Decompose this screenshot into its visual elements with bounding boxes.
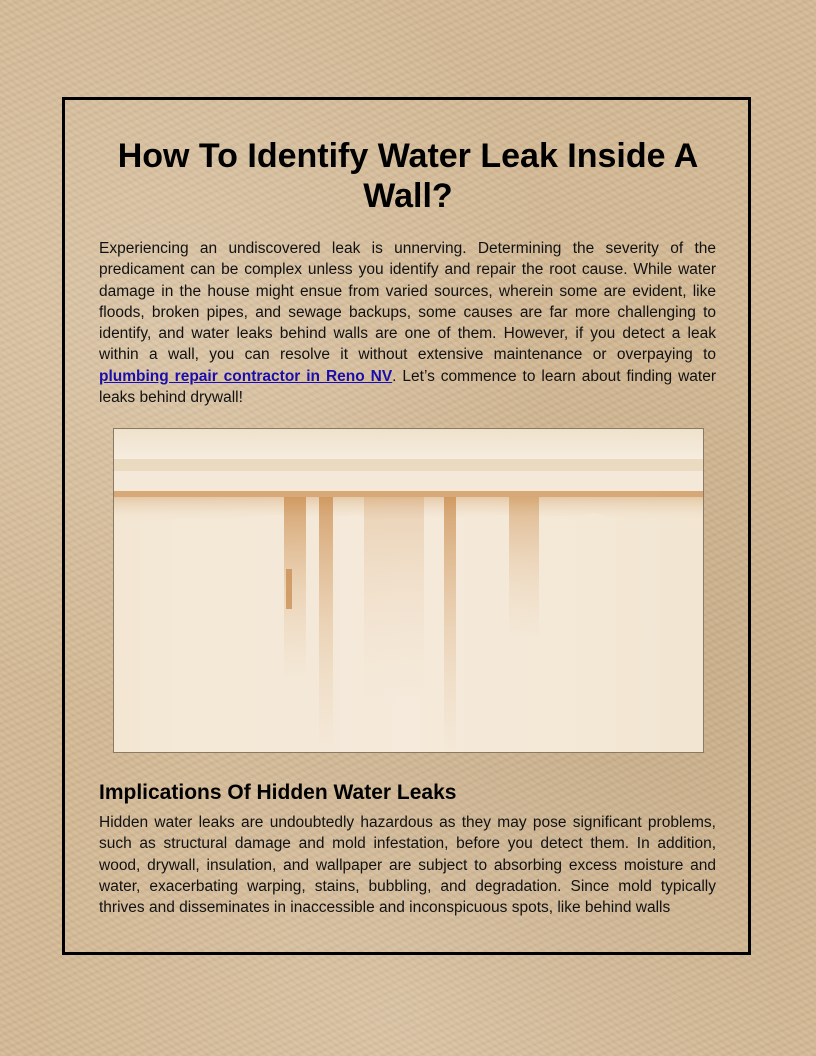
intro-text-before-link: Experiencing an undiscovered leak is unnerving. Determining the severity of the predicament can be complex unless you identify and repair the root cause. While water damage in the house might ensue from varied sources, wherein some are evident, like floods, broken pipes, and sewage backups, some causes are far more challenging to identify, and water leaks behind walls are one of them. However, if you detect a leak within a wall, you can resolve it without extensive maintenance or overpaying to (99, 240, 716, 364)
plumbing-repair-link[interactable]: plumbing repair contractor in Reno NV (99, 367, 393, 385)
intro-text-after-link: . Let’s commence to learn about finding water leaks behind drywall! (99, 367, 716, 407)
section-heading: Implications Of Hidden Water Leaks (99, 781, 457, 804)
section-paragraph: Hidden water leaks are undoubtedly hazardous as they may pose significant problems, such as structural damage and mold infestation, before you detect them. In addition, wood, drywall, insulation, and wallpaper are subject to absorbing excess moisture and water, exacerbating warping, stains, bubbling, and degradation. Since mold typically thrives and disseminates in inaccessible and inconspicuous spots, like behind walls (99, 814, 716, 917)
water-stained-wall-photo (113, 428, 704, 753)
page-title: How To Identify Water Leak Inside A Wall? (117, 137, 699, 215)
intro-paragraph (99, 238, 716, 408)
